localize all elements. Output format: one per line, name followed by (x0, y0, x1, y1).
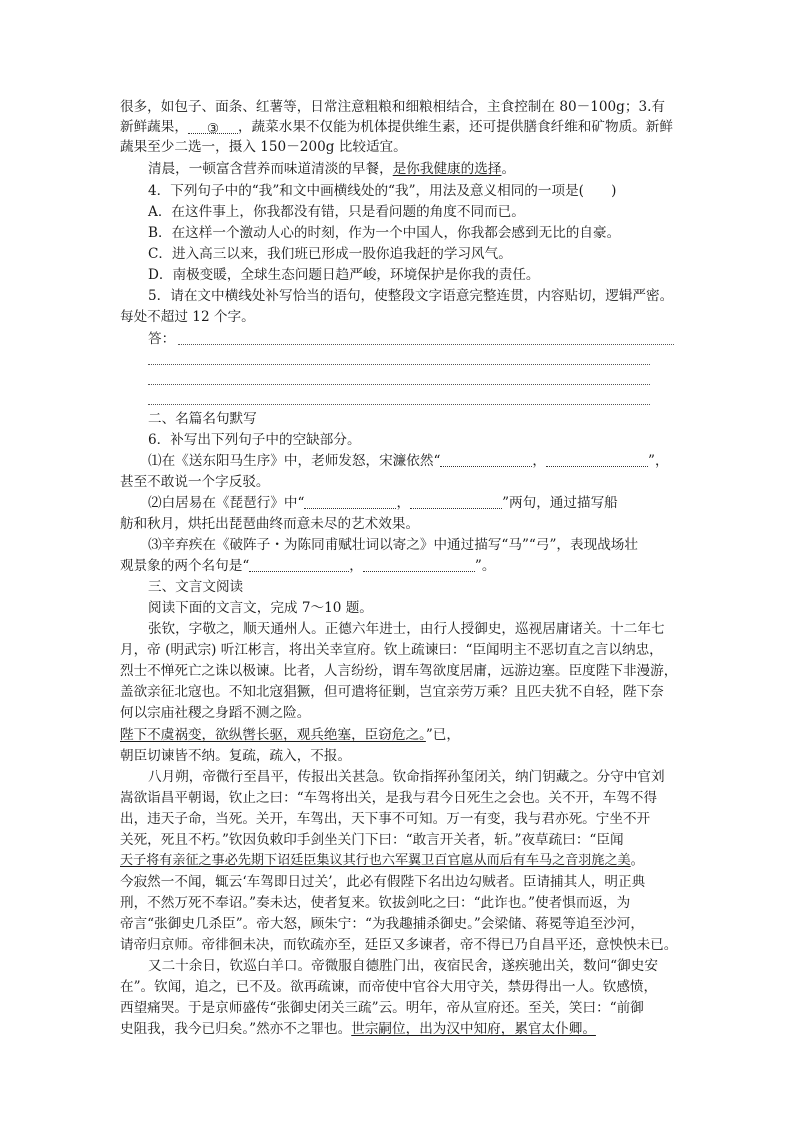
underlined-phrase: 是你我健康的选择 (392, 161, 502, 177)
fill-blank[interactable] (304, 495, 396, 509)
answer-line[interactable] (148, 384, 650, 385)
text-span: ⑴在《送东阳马生序》中，老师发怒，宋濂依然“ (148, 453, 441, 469)
answer-line[interactable] (148, 404, 650, 405)
passage-line: 何以宗庙社稷之身蹈不测之险。 (120, 705, 311, 721)
blank-3: ③ (188, 120, 238, 134)
fill-blank[interactable] (363, 558, 475, 572)
text-span: ， (396, 495, 411, 511)
text-span: ”。 (474, 558, 496, 574)
passage-line (120, 726, 460, 744)
option-c: C．进入高三以来，我们班已形成一股你追我赶的学习风气。 (148, 246, 512, 262)
text-line (120, 557, 495, 575)
text-line (148, 452, 669, 470)
text-span: 史阻我，我今已归矣。”然亦不之罪也。 (120, 1021, 352, 1037)
text-span: ， (349, 558, 363, 574)
passage-line: 关死，死且不朽。”钦因负敕印手剑坐关门下曰：“敢言开关者，斩。”夜草疏曰：“臣闻 (120, 832, 624, 848)
fill-blank[interactable] (410, 495, 502, 509)
text-span: ，蔬菜水果不仅能为机体提供维生素，还可提供膳食纤维和矿物质。新鲜 (237, 119, 673, 135)
option-a: A．在这件事上，你我都没有错，只是看问题的角度不同而已。 (148, 204, 525, 220)
option-d: D．南极变暖，全球生态问题日趋严峻，环境保护是你我的责任。 (148, 267, 540, 283)
passage-line: 八月朔，帝微行至昌平，传报出关甚急。钦命指挥孙玺闭关，纳门钥藏之。分守中官刘 (148, 769, 665, 785)
text-span: ”， (648, 453, 669, 469)
underlined-sentence: 世宗嗣位，出为汉中知府，累官太仆卿。 (351, 1021, 596, 1037)
text-line (120, 118, 673, 136)
underlined-sentence: 天子将有亲征之事必先期下诏廷臣集议其行也六军翼卫百官扈从而后有车马之音羽旄之美 (120, 853, 631, 868)
passage-line: 月，帝 (明武宗) 听江彬言，将出关幸宣府。钦上疏谏曰：“臣闻明主不恶切直之言以纳忠， (120, 642, 663, 658)
passage-line: 今寂然一不闻，辄云‘车驾即日过关’，此必有假陛下名出边勾贼者。臣请捕其人，明正典 (120, 874, 646, 890)
fill-blank[interactable] (249, 558, 349, 572)
passage-line: 帝言“张御史几杀臣”。帝大怒，顾朱宁：“为我趣捕杀御史。”会梁储、蒋冕等追至沙河， (120, 916, 644, 932)
passage-line: 盖欲亲征北寇也。不知北寇猖獗，但可遣将征剿，岂宜亲劳万乘？且匹夫犹不自轻，陛下奈 (120, 684, 664, 700)
passage-line: 嵩欲诣昌平朝谒，钦止之曰：“车驾将出关，是我与君今日死生之会也。关不开，车驾不得 (120, 790, 658, 806)
passage-line: 请帝归京师。帝徘徊未决，而钦疏亦至，廷臣又多谏者，帝不得已乃自昌平还，意怏怏未已。 (120, 937, 678, 953)
instruction: 阅读下面的文言文，完成 7～10 题。 (148, 600, 373, 616)
passage-line: 西望痛哭。于是京师盛传“张御史闭关三疏”云。明年，帝从宣府还。至关，笑曰：“前御 (120, 1000, 644, 1016)
question-4: 4．下列句子中的“我”和文中画横线处的“我”，用法及意义相同的一项是( ) (148, 183, 617, 199)
section-heading: 三、文言文阅读 (148, 579, 244, 595)
text-span: ”两句，通过描写船 (502, 495, 618, 511)
text-span: 。 (630, 853, 644, 868)
question-5: 5．请在文中横线处补写恰当的语句，使整段文字语意完整连贯，内容贴切，逻辑严密。 (148, 288, 674, 304)
text-line: 舫和秋月，烘托出琵琶曲终而意未尽的艺术效果。 (120, 516, 420, 532)
text-span: 清晨，一顿富含营养而味道清淡的早餐， (148, 161, 393, 177)
fill-blank[interactable] (440, 453, 532, 467)
text-line: ⑶辛弃疾在《破阵子・为陈同甫赋壮词以寄之》中通过描写“马”“弓”，表现战场壮 (148, 537, 638, 553)
passage-line: 刑，不然万死不奉诏。”奏未达，使者复来。钦拔剑叱之曰：“此诈也。”使者惧而返，为 (120, 895, 631, 911)
passage-line: 烈士不惮死亡之诛以极谏。比者，人言纷纷，谓车驾欲度居庸，远游边塞。臣度陛下非漫游， (120, 663, 678, 679)
text-span: 新鲜蔬果， (120, 119, 188, 135)
text-span: 观景象的两个名句是“ (120, 558, 250, 574)
passage-line: 出，违天子命，当死。关开，车驾出，天下事不可知。万一有变，我与君亦死。宁坐不开 (120, 811, 651, 827)
answer-label: 答： (148, 331, 176, 347)
underlined-sentence: 陛下不虞祸变，欲纵辔长驱，观兵绝塞，臣窃危之。 (120, 727, 426, 743)
question-6: 6．补写出下列句子中的空缺部分。 (148, 432, 361, 448)
text-line: 甚至不敢说一个字反驳。 (120, 474, 270, 490)
text-span: ⑵白居易在《琵琶行》中“ (148, 495, 305, 511)
passage-line (120, 1020, 596, 1038)
answer-line[interactable] (148, 364, 650, 365)
text-line: 很多，如包子、面条、红薯等，日常注意粗粮和细粮相结合，主食控制在 80－100g；3.有 (120, 99, 666, 115)
text-line: 蔬果至少二选一，摄入 150－200g 比较适宜。 (120, 139, 407, 155)
option-b: B．在这样一个激动人心的时刻，作为一个中国人，你我都会感到无比的自豪。 (148, 225, 621, 241)
passage-line: 又二十余日，钦巡白羊口。帝微服自德胜门出，夜宿民舍，遂疾驰出关，数问“御史安 (148, 958, 658, 974)
text-span: ”已， (425, 727, 460, 743)
passage-line (120, 852, 644, 870)
text-line (148, 160, 515, 178)
fill-blank[interactable] (546, 453, 648, 467)
passage-line: 张钦，字敬之，顺天通州人。正德六年进士，由行人授御史，巡视居庸诸关。十二年七 (148, 621, 665, 637)
answer-line[interactable] (178, 344, 674, 345)
text-span: 。 (501, 161, 516, 177)
section-heading: 二、名篇名句默写 (148, 411, 257, 427)
text-line (148, 494, 618, 512)
text-line: 每处不超过 12 个字。 (120, 309, 255, 325)
passage-line: 在”。钦闻，追之，已不及。欲再疏谏，而帝使中官谷大用守关，禁毋得出一人。钦感愤， (120, 979, 658, 995)
passage-line: 朝臣切谏皆不纳。复疏，疏入，不报。 (120, 748, 352, 764)
text-span: ， (532, 453, 547, 469)
